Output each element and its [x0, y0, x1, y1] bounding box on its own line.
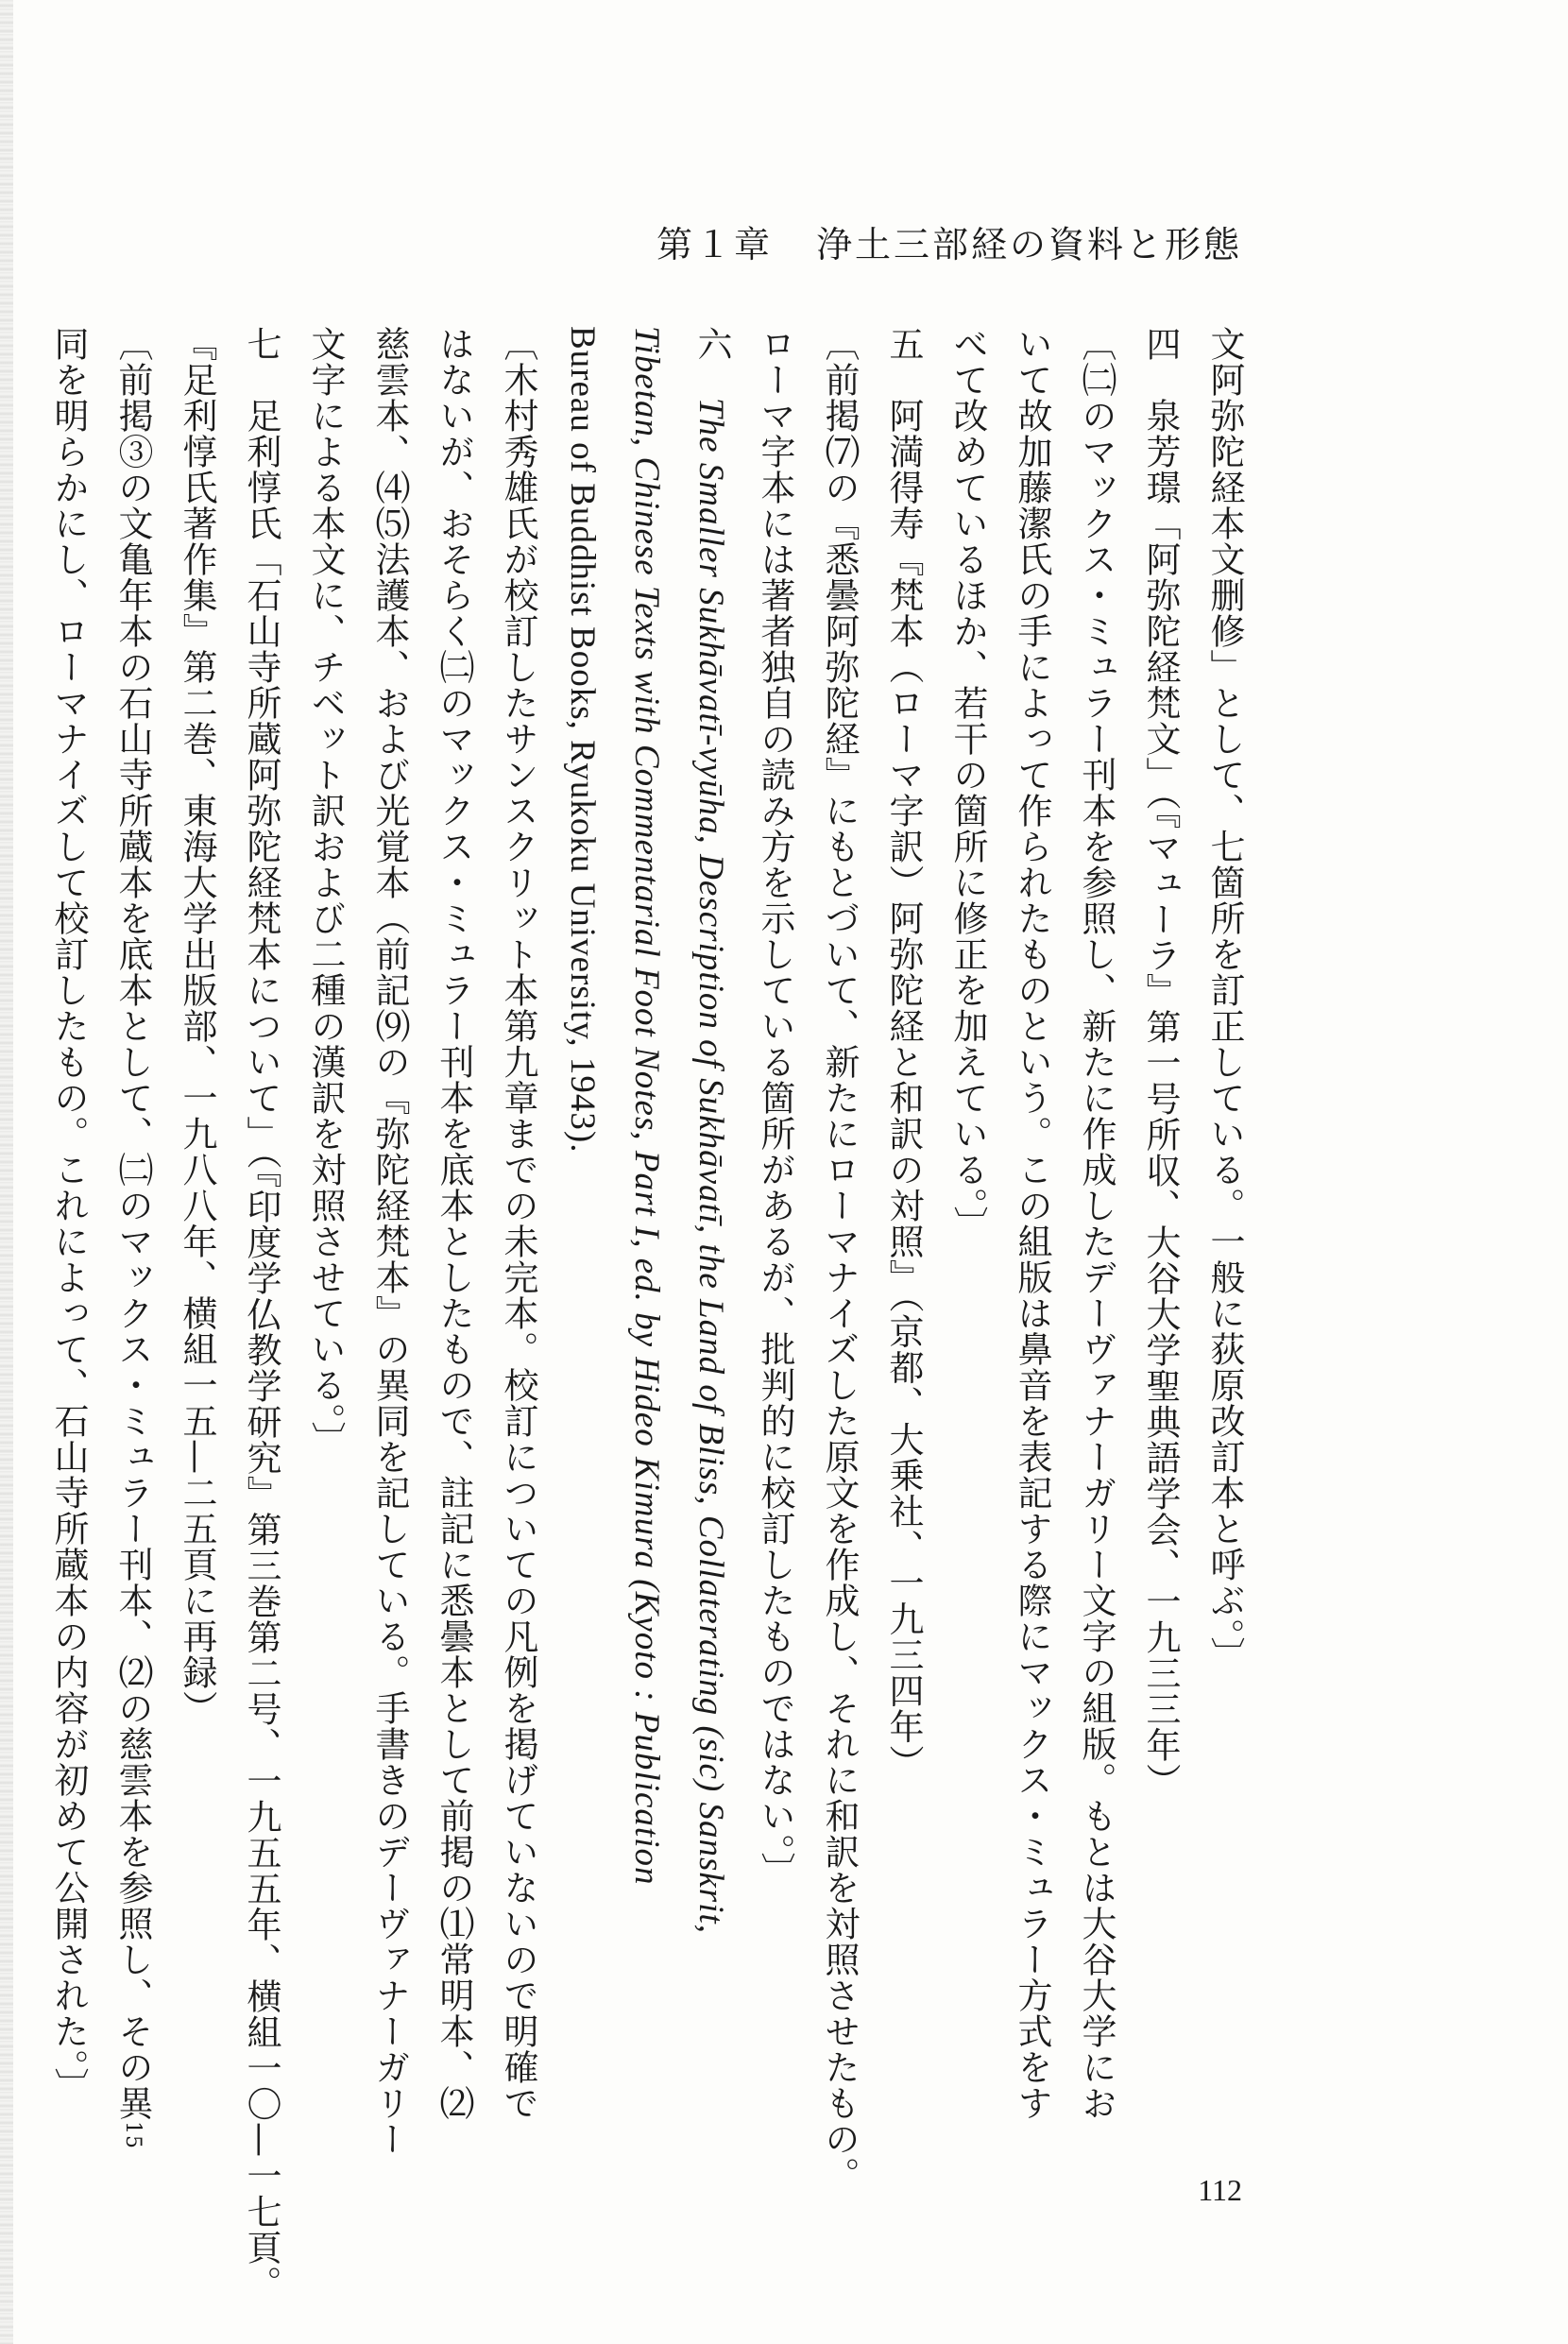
running-head [656, 215, 1242, 267]
line-text: The Smaller Sukhāvatī-vyūha, Description of Sukhāvatī, the Land of Bliss, Collaterating (sic) Sanskrit, [691, 398, 730, 1934]
text-line [614, 326, 678, 2121]
text-line [999, 326, 1064, 2121]
text-line [935, 326, 999, 2121]
text-line [1128, 326, 1192, 2121]
line-text: はないが、おそらく㈡のマックス・ミュラー刊本を底本としたもので、註記に悉曇本として前掲の⑴常明本、⑵ [434, 326, 474, 2121]
item-label: 四 [1140, 326, 1181, 362]
text-line [486, 326, 550, 2121]
line-text: Tibetan, Chinese Texts with Commentarial Foot Notes, Part I, ed. by Hideo Kimura (Kyoto : Publication [627, 326, 666, 1886]
footnote-marker: 15 [121, 2121, 145, 2149]
item-label: 七 [241, 326, 281, 362]
line-text: べて改めているほか、若干の箇所に修正を加えている。〕 [947, 326, 988, 1242]
text-line [164, 326, 229, 2121]
line-text: 〔前掲⑺の『悉曇阿弥陀経』にもとづいて、新たにローマナイズした原文を作成し、それに和訳を対照させたもの。 [819, 326, 860, 2193]
text-line [100, 326, 164, 2149]
text-line [1064, 326, 1128, 2121]
line-text: 〔前掲③の文亀年本の石山寺所蔵本を底本として、㈡のマックス・ミュラー刊本、⑵の慈雲本を参照し、その異 [112, 326, 153, 2121]
line-text: 足利惇氏「石山寺所蔵阿弥陀経梵本について」（『印度学仏教学研究』第三巻第二号、一九五五年、横組一〇—一七頁。 [241, 398, 281, 2301]
line-text: Bureau of Buddhist Books, Ryukoku University, 1943). [563, 326, 602, 1154]
text-line [421, 326, 486, 2121]
text-line [807, 326, 871, 2193]
item-label: 六 [691, 326, 730, 362]
text-line [1192, 326, 1256, 2121]
line-text: 慈雲本、⑷⑸法護本、および光覚本（前記⑼の『弥陀経梵本』の異同を記している。手書きのデーヴァナーガリー [369, 326, 410, 2157]
page-number: 112 [1198, 2173, 1242, 2207]
line-text: 阿満得寿『梵本（ローマ字訳）阿弥陀経と和訳の対照』（京都、大乗社、一九三四年） [883, 398, 924, 1781]
text-line [742, 326, 807, 2121]
text-line [36, 326, 100, 2121]
line-text: 泉芳璟「阿弥陀経梵文」（『マューラ』第一号所収、大谷大学聖典語学会、一九三三年） [1140, 398, 1181, 1799]
item-label: 五 [883, 326, 924, 362]
running-head-chapter: 第１章 [656, 224, 773, 265]
line-text: 文字による本文に、チベット訳および二種の漢訳を対照させている。〕 [305, 326, 346, 1458]
running-head-title: 浄土三部経の資料と形態 [815, 224, 1242, 265]
line-text: 〔木村秀雄氏が校訂したサンスクリット本第九章までの未完本。校訂についての凡例を掲げていないので明確で [498, 326, 538, 2121]
line-text: 同を明らかにし、ローマナイズして校訂したもの。これによって、石山寺所蔵本の内容が初めて公開された。〕 [48, 326, 89, 2104]
text-line [678, 326, 742, 2121]
line-text: いて故加藤潔氏の手によって作られたものという。この組版は鼻音を表記する際にマックス・ミュラー方式をす [1012, 326, 1052, 2121]
scan-edge-artifact [0, 0, 13, 2344]
line-text: ローマ字本には著者独自の読み方を示している箇所があるが、批判的に校訂したものではない。〕 [755, 326, 795, 1889]
text-line [229, 326, 293, 2301]
line-text: 『足利惇氏著作集』第二巻、東海大学出版部、一九八八年、横組一五—二五頁に再録） [177, 326, 217, 1726]
line-text: 〔㈡のマックス・ミュラー刊本を参照し、新たに作成したデーヴァナーガリー文字の組版。もとは大谷大学にお [1076, 326, 1116, 2121]
text-line [871, 326, 935, 2121]
text-line [357, 326, 421, 2157]
text-line [550, 326, 614, 2121]
text-line [293, 326, 357, 2121]
line-text: 文阿弥陀経本文删修」として、七箇所を訂正している。一般に荻原改訂本と呼ぶ。〕 [1204, 326, 1245, 1673]
